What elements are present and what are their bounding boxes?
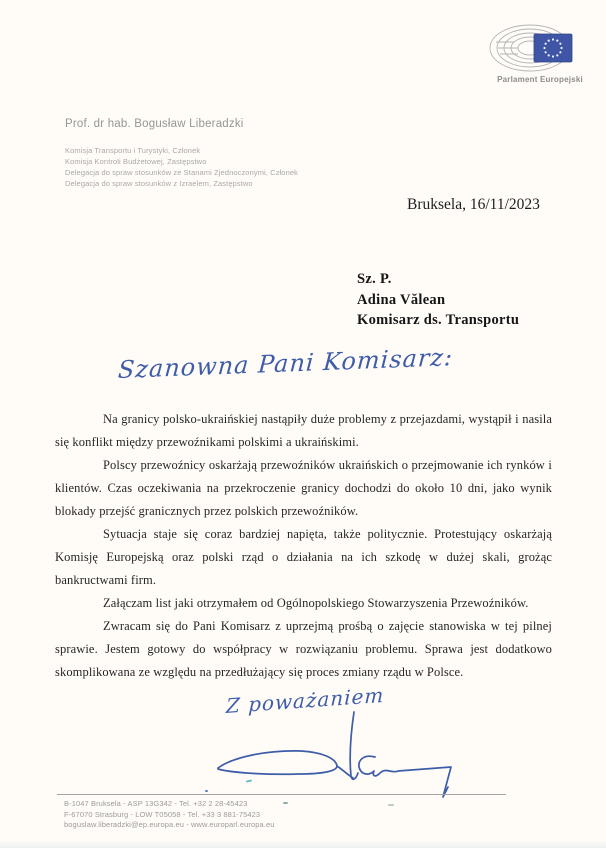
handwritten-salutation: Szanowna Pani Komisarz: (117, 343, 455, 385)
sender-name: Prof. dr hab. Bogusław Liberadzki (65, 118, 244, 130)
body-paragraph: Na granicy polsko-ukraińskiej nastąpiły duże problemy z przejazdami, wystąpił i nasila się konflikt między przewoźnikami polskimi a ukraińskimi. (55, 412, 552, 449)
recipient-block (357, 269, 519, 331)
body-paragraph: Załączam list jaki otrzymałem od Ogólnopolskiego Stowarzyszenia Przewoźników. (103, 596, 529, 610)
recipient-name: Adina Vălean (357, 291, 446, 308)
handwritten-closing: Z poważaniem (225, 682, 385, 719)
body-paragraph: Sytuacja staje się coraz bardziej napięta, także politycznie. Protestujący oskarżają Komisję Europejską oraz polski rząd o działania na ich szkodę w dużej skali, grożąc bankructwami firm. (55, 527, 552, 587)
hemicycle-icon (488, 20, 592, 74)
sender-roles (65, 145, 298, 189)
footer-address-strasbourg: F-67070 Strasburg - LOW T05058 - Tel. +33 3 881-75423 (64, 809, 261, 819)
european-parliament-logo (488, 20, 592, 84)
sender-role: Delegacja do spraw stosunków z Izraelem, Zastępstwo (65, 179, 253, 188)
sender-role: Delegacja do spraw stosunków ze Stanami Zjednoczonymi, Członek (65, 168, 298, 177)
ink-speck (283, 802, 288, 804)
sender-role: Komisja Transportu i Turystyki, Członek (65, 146, 201, 155)
logo-caption: Parlament Europejski (497, 75, 583, 84)
footer-contact-block (64, 799, 275, 831)
ink-speck (388, 804, 394, 806)
dateline: Bruksela, 16/11/2023 (407, 196, 540, 213)
letter-body (55, 408, 552, 684)
body-paragraph: Zwracam się do Pani Komisarz z uprzejmą prośbą o zajęcie stanowiska w tej pilnej sprawie. Jestem gotowy do współpracy w rozwiązaniu problemu. Sprawa jest dodatkowo skomplikowana ze względu na przedłużający się proces zmiany rządu w Polsce. (55, 619, 552, 679)
body-paragraph: Polscy przewoźnicy oskarżają przewoźników ukraińskich o przejmowanie ich rynków i klientów. Czas oczekiwania na przekroczenie granicy dochodzi do około 10 dni, jako wynik blokady przejść granicznych przez polskich przewoźników. (55, 458, 552, 518)
ink-speck (205, 790, 208, 792)
recipient-title: Komisarz ds. Transportu (357, 312, 520, 328)
eu-flag-icon (534, 34, 572, 62)
recipient-salutation-abbrev: Sz. P. (357, 271, 392, 287)
footer-email-web: boguslaw.liberadzki@ep.europa.eu - www.europarl.europa.eu (64, 820, 275, 829)
footer-divider (57, 794, 506, 795)
sender-role: Komisja Kontroli Budżetowej, Zastępstwo (65, 157, 207, 166)
footer-address-brussels: B-1047 Bruksela - ASP 13G342 - Tel. +32 2 28-45423 (64, 799, 248, 808)
scan-edge-shadow (0, 840, 606, 848)
